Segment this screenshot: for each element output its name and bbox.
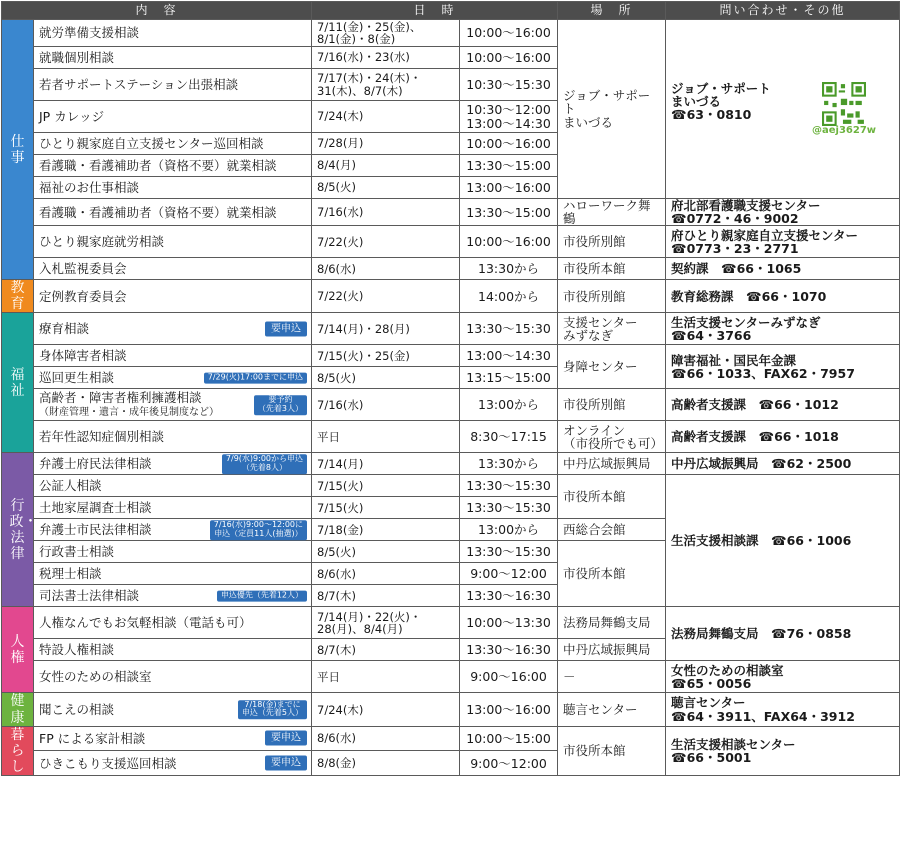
consultation-name	[34, 389, 312, 421]
table-row	[2, 661, 900, 693]
contact-text: ジョブ・サポート まいづる ☎63・0810	[671, 80, 771, 122]
contact-cell: 中丹広域振興局 ☎62・2500	[666, 453, 900, 475]
consultation-title: 弁護士市民法律相談	[39, 522, 152, 538]
date-cell: 7/14(月)・28(月)	[312, 313, 460, 345]
place-cell: 法務局舞鶴支局	[558, 607, 666, 639]
consultation-title: 療育相談	[39, 321, 90, 337]
table-row	[2, 475, 900, 497]
date-cell: 7/11(金)・25(金)、8/1(金)・8(金)	[312, 20, 460, 47]
consultation-title: 弁護士府民法律相談	[39, 456, 152, 472]
time-cell: 10:00～16:00	[460, 20, 558, 47]
time-cell: 13:30～15:30	[460, 541, 558, 563]
consultation-title: 身体障害者相談	[39, 348, 127, 364]
place-cell: 市役所本館	[558, 541, 666, 607]
category-label: 健康	[10, 693, 25, 726]
consultation-name	[34, 497, 312, 519]
consultation-title: ひきこもり支援巡回相談	[39, 755, 177, 771]
consultation-name	[34, 155, 312, 177]
contact-cell: 教育総務課 ☎66・1070	[666, 280, 900, 313]
category-label: 福祉	[10, 366, 25, 399]
consultation-title: 若年性認知症個別相談	[39, 429, 165, 445]
consultation-title: 入札監視委員会	[39, 261, 127, 277]
consultation-title: 高齢者・障害者権利擁護相談	[39, 390, 202, 406]
place-cell: ハローワーク舞鶴	[558, 199, 666, 226]
table-row	[2, 389, 900, 421]
time-cell: 14:00から	[460, 280, 558, 313]
place-cell: 聴言センター	[558, 693, 666, 726]
table-row	[2, 280, 900, 313]
consultation-title: JP カレッジ	[39, 108, 105, 124]
consultation-title: 公証人相談	[39, 478, 102, 494]
time-cell: 10:00～16:00	[460, 47, 558, 69]
consultation-title: 司法書士法律相談	[39, 588, 140, 604]
date-cell: 7/15(火)	[312, 475, 460, 497]
contact-cell: 女性のための相談室 ☎65・0056	[666, 661, 900, 693]
consultation-name	[34, 177, 312, 199]
contact-cell: 障害福祉・国民年金課 ☎66・1033、FAX62・7957	[666, 345, 900, 389]
consultation-title: 看護職・看護補助者（資格不要）就業相談	[39, 157, 277, 173]
date-cell: 7/17(木)・24(木)・31(木)、8/7(木)	[312, 69, 460, 101]
time-cell: 13:30～16:30	[460, 639, 558, 661]
time-cell: 13:00～14:30	[460, 345, 558, 367]
time-cell: 13:30～15:30	[460, 497, 558, 519]
contact-cell: 高齢者支援課 ☎66・1018	[666, 421, 900, 453]
place-cell: 西総合会館	[558, 519, 666, 541]
time-cell: 10:00～16:00	[460, 226, 558, 258]
place-cell: 中丹広域振興局	[558, 453, 666, 475]
place-cell: 市役所別館	[558, 280, 666, 313]
date-cell: 7/14(月)・22(火)・28(月)、8/4(月)	[312, 607, 460, 639]
date-cell: 7/15(火)	[312, 497, 460, 519]
consultation-name	[34, 345, 312, 367]
consultation-name	[34, 47, 312, 69]
consultation-name	[34, 258, 312, 280]
category-jinken	[2, 607, 34, 693]
consultation-title: ひとり親家庭自立支援センター巡回相談	[39, 135, 264, 151]
consultation-name	[34, 20, 312, 47]
table-row	[2, 453, 900, 475]
qr-code[interactable]	[812, 82, 876, 137]
table-row	[2, 421, 900, 453]
time-cell: 13:30～15:00	[460, 199, 558, 226]
date-cell: 8/8(金)	[312, 751, 460, 776]
application-badge: 要申込	[265, 756, 307, 771]
consultation-name	[34, 280, 312, 313]
date-cell: 8/6(水)	[312, 726, 460, 751]
consultation-name	[34, 69, 312, 101]
place-cell: 市役所別館	[558, 226, 666, 258]
time-cell: 13:30～15:00	[460, 155, 558, 177]
time-cell: 10:00～16:00	[460, 133, 558, 155]
category-fukushi	[2, 313, 34, 453]
header-contact: 問い合わせ・その他	[666, 2, 900, 20]
table-header	[2, 2, 900, 20]
consultation-title: 土地家屋調査士相談	[39, 500, 152, 516]
time-cell: 13:15～15:00	[460, 367, 558, 389]
header-content: 内 容	[2, 2, 312, 20]
category-label: 仕事	[10, 133, 25, 166]
consultation-table	[1, 1, 900, 776]
category-shigoto	[2, 20, 34, 280]
table-row	[2, 607, 900, 639]
date-cell: 8/7(木)	[312, 639, 460, 661]
contact-with-qr	[671, 82, 894, 137]
time-cell: 8:30～17:15	[460, 421, 558, 453]
contact-cell: 契約課 ☎66・1065	[666, 258, 900, 280]
consultation-title: 看護職・看護補助者（資格不要）就業相談	[39, 204, 277, 220]
consultation-name	[34, 519, 312, 541]
consultation-subtitle: （財産管理・遺言・成年後見制度など）	[39, 407, 219, 419]
date-cell: 7/18(金)	[312, 519, 460, 541]
contact-cell: 府ひとり親家庭自立支援センター ☎0773・23・2771	[666, 226, 900, 258]
consultation-name	[34, 541, 312, 563]
consultation-name	[34, 751, 312, 776]
time-cell: 13:00～16:00	[460, 177, 558, 199]
consultation-name	[34, 585, 312, 607]
date-cell: 7/15(火)・25(金)	[312, 345, 460, 367]
contact-cell: 高齢者支援課 ☎66・1012	[666, 389, 900, 421]
consultation-name	[34, 693, 312, 726]
date-cell: 平日	[312, 421, 460, 453]
application-badge: 7/9(水)9:00から申込 （先着8人）	[222, 454, 307, 474]
date-cell: 7/24(木)	[312, 693, 460, 726]
contact-cell: 府北部看護職支援センター ☎0772・46・9002	[666, 199, 900, 226]
consultation-name	[34, 726, 312, 751]
table-row	[2, 726, 900, 751]
application-badge: 要予約 （先着3人）	[254, 395, 307, 415]
contact-cell: 法務局舞鶴支局 ☎76・0858	[666, 607, 900, 661]
date-cell: 7/16(水)・23(水)	[312, 47, 460, 69]
table-row	[2, 313, 900, 345]
consultation-title: 福祉のお仕事相談	[39, 179, 140, 195]
qr-id: @aej3627w	[812, 124, 877, 136]
table-row	[2, 20, 900, 47]
table-row	[2, 258, 900, 280]
time-cell: 9:00～16:00	[460, 661, 558, 693]
consultation-name	[34, 453, 312, 475]
time-cell: 13:30～15:30	[460, 313, 558, 345]
time-cell: 13:00から	[460, 519, 558, 541]
place-cell: 市役所本館	[558, 475, 666, 519]
header-place: 場 所	[558, 2, 666, 20]
application-badge: 申込優先（先着12人）	[217, 591, 307, 602]
place-cell: 身障センター	[558, 345, 666, 389]
time-cell: 9:00～12:00	[460, 751, 558, 776]
consultation-name	[34, 639, 312, 661]
consultation-name	[34, 199, 312, 226]
consultation-title: 聞こえの相談	[39, 701, 115, 717]
contact-cell	[666, 20, 900, 199]
consultation-name	[34, 475, 312, 497]
time-cell: 13:30から	[460, 453, 558, 475]
date-cell: 7/14(月)	[312, 453, 460, 475]
time-cell: 10:00～15:00	[460, 726, 558, 751]
time-cell: 13:30～15:30	[460, 475, 558, 497]
place-cell: 市役所本館	[558, 258, 666, 280]
application-badge: 要申込	[265, 321, 307, 336]
category-kurashi	[2, 726, 34, 775]
date-cell: 7/24(木)	[312, 101, 460, 133]
time-cell: 13:30から	[460, 258, 558, 280]
application-badge: 7/18(金)までに 申込（先着5人）	[238, 700, 307, 720]
time-cell: 10:00～13:30	[460, 607, 558, 639]
category-kyoiku	[2, 280, 34, 313]
date-cell: 8/7(木)	[312, 585, 460, 607]
consultation-title: 就職個別相談	[39, 49, 115, 65]
table-row	[2, 226, 900, 258]
contact-cell: 生活支援センターみずなぎ ☎64・3766	[666, 313, 900, 345]
consultation-name	[34, 563, 312, 585]
consultation-title: 若者サポートステーション出張相談	[39, 76, 239, 92]
consultation-title: 女性のための相談室	[39, 669, 152, 685]
place-cell: 市役所別館	[558, 389, 666, 421]
date-cell: 8/5(火)	[312, 177, 460, 199]
table-row	[2, 199, 900, 226]
time-cell: 13:00～16:00	[460, 693, 558, 726]
time-cell: 10:30～12:00 13:00～14:30	[460, 101, 558, 133]
consultation-name	[34, 367, 312, 389]
application-badge: 7/29(火)17:00までに申込	[204, 373, 307, 384]
application-badge: 要申込	[265, 731, 307, 746]
place-cell: 支援センター みずなぎ	[558, 313, 666, 345]
date-cell: 7/16(水)	[312, 199, 460, 226]
date-cell: 8/5(火)	[312, 541, 460, 563]
consultation-title: 就労準備支援相談	[39, 25, 140, 41]
category-kenko	[2, 693, 34, 726]
consultation-title: FP による家計相談	[39, 730, 146, 746]
consultation-title: 人権なんでもお気軽相談（電話も可）	[39, 615, 252, 631]
consultation-title: 行政書士相談	[39, 544, 115, 560]
date-cell: 7/22(火)	[312, 226, 460, 258]
contact-cell: 聴言センター ☎64・3911、FAX64・3912	[666, 693, 900, 726]
place-cell: オンライン （市役所でも可）	[558, 421, 666, 453]
category-gyosei	[2, 453, 38, 607]
table-row	[2, 345, 900, 367]
consultation-title: 定例教育委員会	[39, 288, 127, 304]
place-cell: ジョブ・サポート まいづる	[558, 20, 666, 199]
table-row	[2, 693, 900, 726]
date-cell: 8/5(火)	[312, 367, 460, 389]
date-cell: 8/6(水)	[312, 563, 460, 585]
application-badge: 7/16(水)9:00～12:00に 申込（定員11人(抽選)）	[210, 520, 307, 540]
contact-cell: 生活支援相談センター ☎66・5001	[666, 726, 900, 775]
consultation-name	[34, 421, 312, 453]
consultation-title: 特設人権相談	[39, 642, 115, 658]
consultation-name	[34, 313, 312, 345]
time-cell: 13:00から	[460, 389, 558, 421]
category-label: 人権	[10, 633, 25, 666]
consultation-title: 税理士相談	[39, 566, 102, 582]
qr-code-icon	[818, 82, 870, 126]
date-cell: 平日	[312, 661, 460, 693]
consultation-name	[34, 607, 312, 639]
date-cell: 8/4(月)	[312, 155, 460, 177]
date-cell: 8/6(水)	[312, 258, 460, 280]
place-cell: －	[558, 661, 666, 693]
place-cell: 市役所本館	[558, 726, 666, 775]
header-date: 日 時	[312, 2, 558, 20]
consultation-name	[34, 133, 312, 155]
category-label: 行政・法律	[9, 497, 38, 563]
consultation-name	[34, 101, 312, 133]
contact-cell: 生活支援相談課 ☎66・1006	[666, 475, 900, 607]
consultation-title: ひとり親家庭就労相談	[39, 234, 165, 250]
date-cell: 7/16(水)	[312, 389, 460, 421]
consultation-name	[34, 226, 312, 258]
time-cell: 10:30～15:30	[460, 69, 558, 101]
date-cell: 7/28(月)	[312, 133, 460, 155]
time-cell: 9:00～12:00	[460, 563, 558, 585]
category-label: 教育	[10, 280, 25, 313]
date-cell: 7/22(火)	[312, 280, 460, 313]
consultation-name	[34, 661, 312, 693]
place-cell: 中丹広域振興局	[558, 639, 666, 661]
category-label: 暮らし	[10, 726, 25, 775]
time-cell: 13:30～16:30	[460, 585, 558, 607]
consultation-title: 巡回更生相談	[39, 370, 115, 386]
